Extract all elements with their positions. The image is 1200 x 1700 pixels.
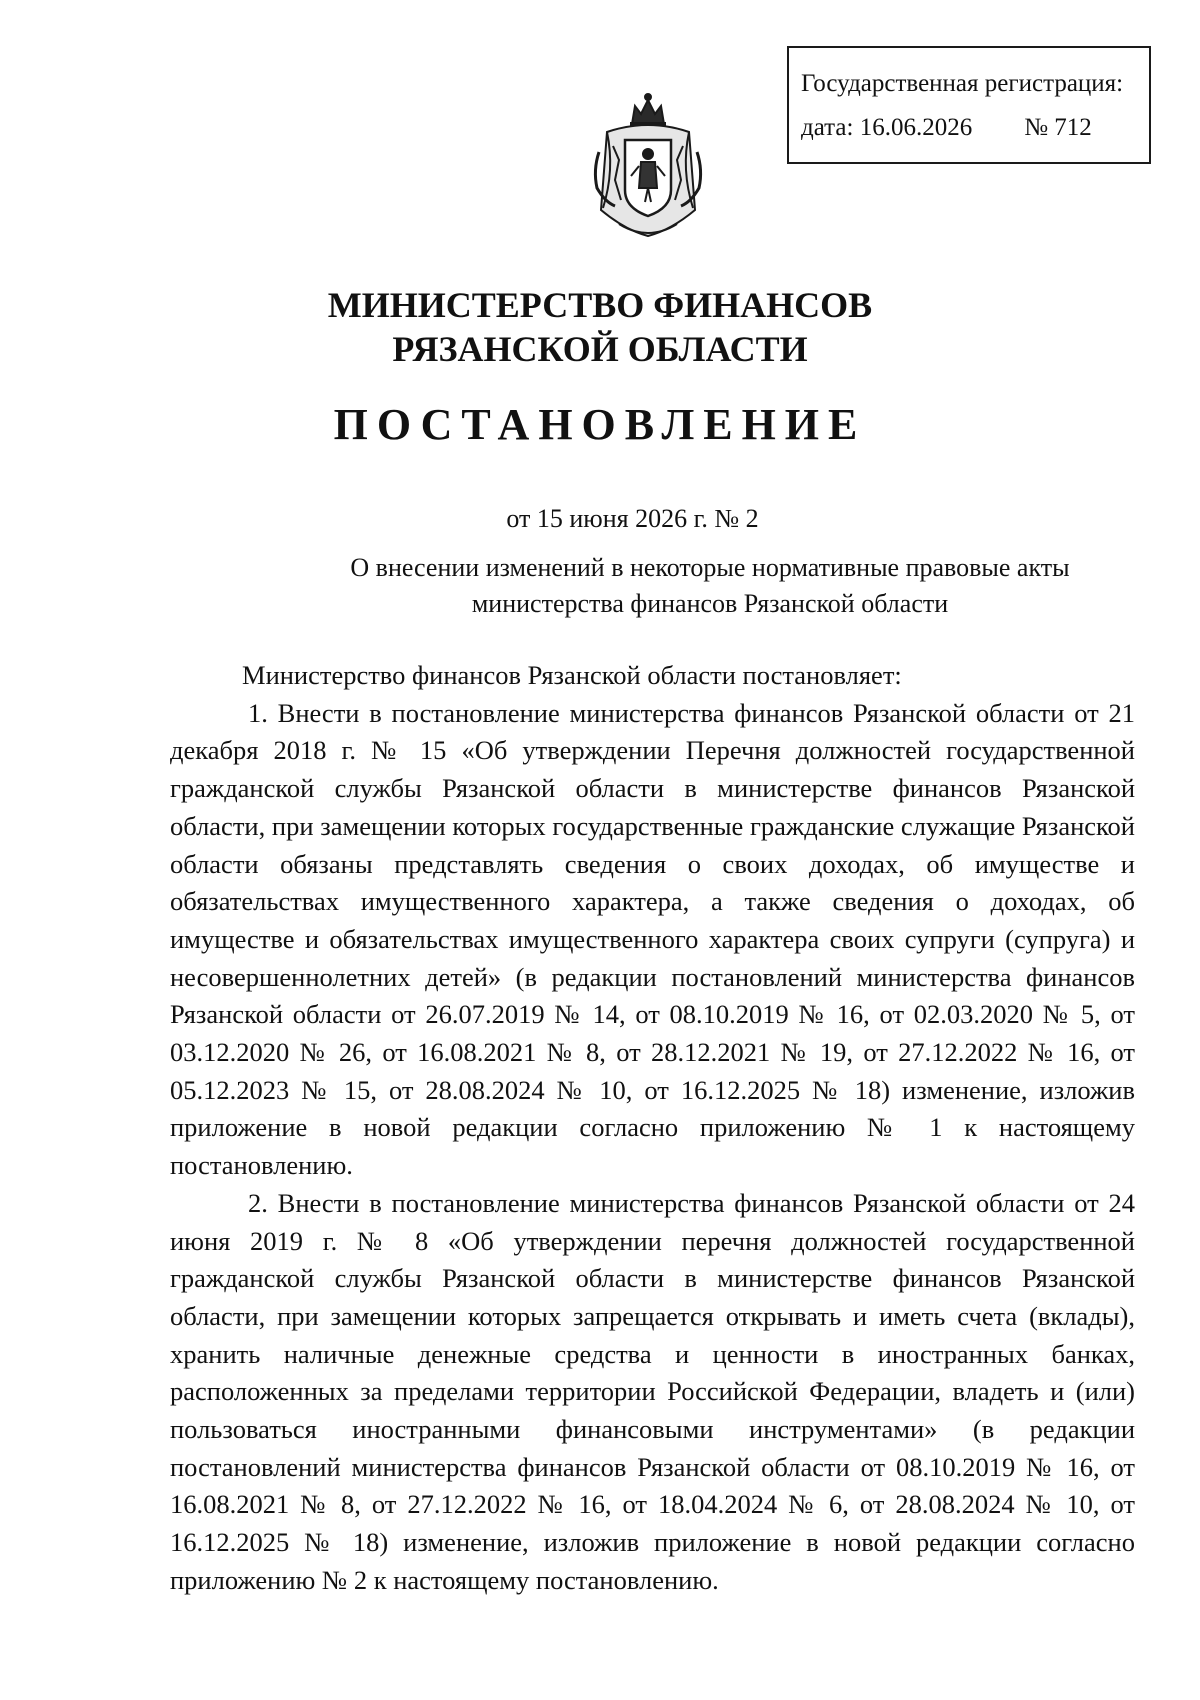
document-date-number: от 15 июня 2026 г. № 2	[506, 504, 759, 533]
subject-line2: министерства финансов Рязанской области	[471, 589, 949, 618]
ministry-line2: РЯЗАНСКОЙ ОБЛАСТИ	[392, 329, 808, 369]
registration-number: № 712	[1024, 114, 1092, 141]
document-body	[170, 657, 1135, 1600]
registration-box	[787, 46, 1151, 164]
registration-date: дата: 16.06.2026	[801, 114, 973, 141]
ministry-line1: МИНИСТЕРСТВО ФИНАНСОВ	[327, 285, 873, 325]
document-type: ПОСТАНОВЛЕНИЕ	[333, 400, 867, 449]
document-subject	[300, 550, 1120, 622]
subject-line1: О внесении изменений в некоторые нормативные правовые акты	[350, 553, 1070, 582]
item-1-paragraph: 1. Внести в постановление министерства финансов Рязанской области от 21 декабря 2018 г. № 15 «Об утверждении Перечня должностей государственной гражданской службы Рязанской области в министерстве финансов Рязанской области, при замещении которых государственные гражданские служащие Рязанской области обязаны представлять сведения о своих доходах, об имуществе и обязательствах имущественного характера, а также сведения о доходах, об имуществе и обязательствах имущественного характера своих супруги (супруга) и несовершеннолетних детей» (в редакции постановлений министерства финансов Рязанской области от 26.07.2019 № 14, от 08.10.2019 № 16, от 02.03.2020 № 5, от 03.12.2020 № 26, от 16.08.2021 № 8, от 28.12.2021 № 19, от 27.12.2022 № 16, от 05.12.2023 № 15, от 28.08.2024 № 10, от 16.12.2025 № 18) изменение, изложив приложение в новой редакции согласно приложению № 1 к настоящему постановлению.	[170, 697, 1135, 1181]
intro-paragraph: Министерство финансов Рязанской области постановляет:	[242, 660, 902, 690]
registration-title: Государственная регистрация:	[801, 70, 1124, 97]
ministry-name	[0, 283, 1200, 371]
item-2-paragraph: 2. Внести в постановление министерства финансов Рязанской области от 24 июня 2019 г. № 8 «Об утверждении перечня должностей государственной гражданской службы Рязанской области в министерстве финансов Рязанской области, при замещении которых запрещается открывать и иметь счета (вклады), хранить наличные денежные средства и ценности в иностранных банках, расположенных за пределами территории Российской Федерации, владеть и (или) пользоваться иностранными финансовыми инструментами» (в редакции постановлений министерства финансов Рязанской области от 08.10.2019 № 16, от 16.08.2021 № 8, от 27.12.2022 № 16, от 18.04.2024 № 6, от 28.08.2024 № 10, от 16.12.2025 № 18) изменение, изложив приложение в новой редакции согласно приложению № 2 к настоящему постановлению.	[170, 1187, 1135, 1595]
registration-details	[801, 106, 1149, 150]
ryazan-coat-of-arms-icon	[585, 90, 711, 244]
